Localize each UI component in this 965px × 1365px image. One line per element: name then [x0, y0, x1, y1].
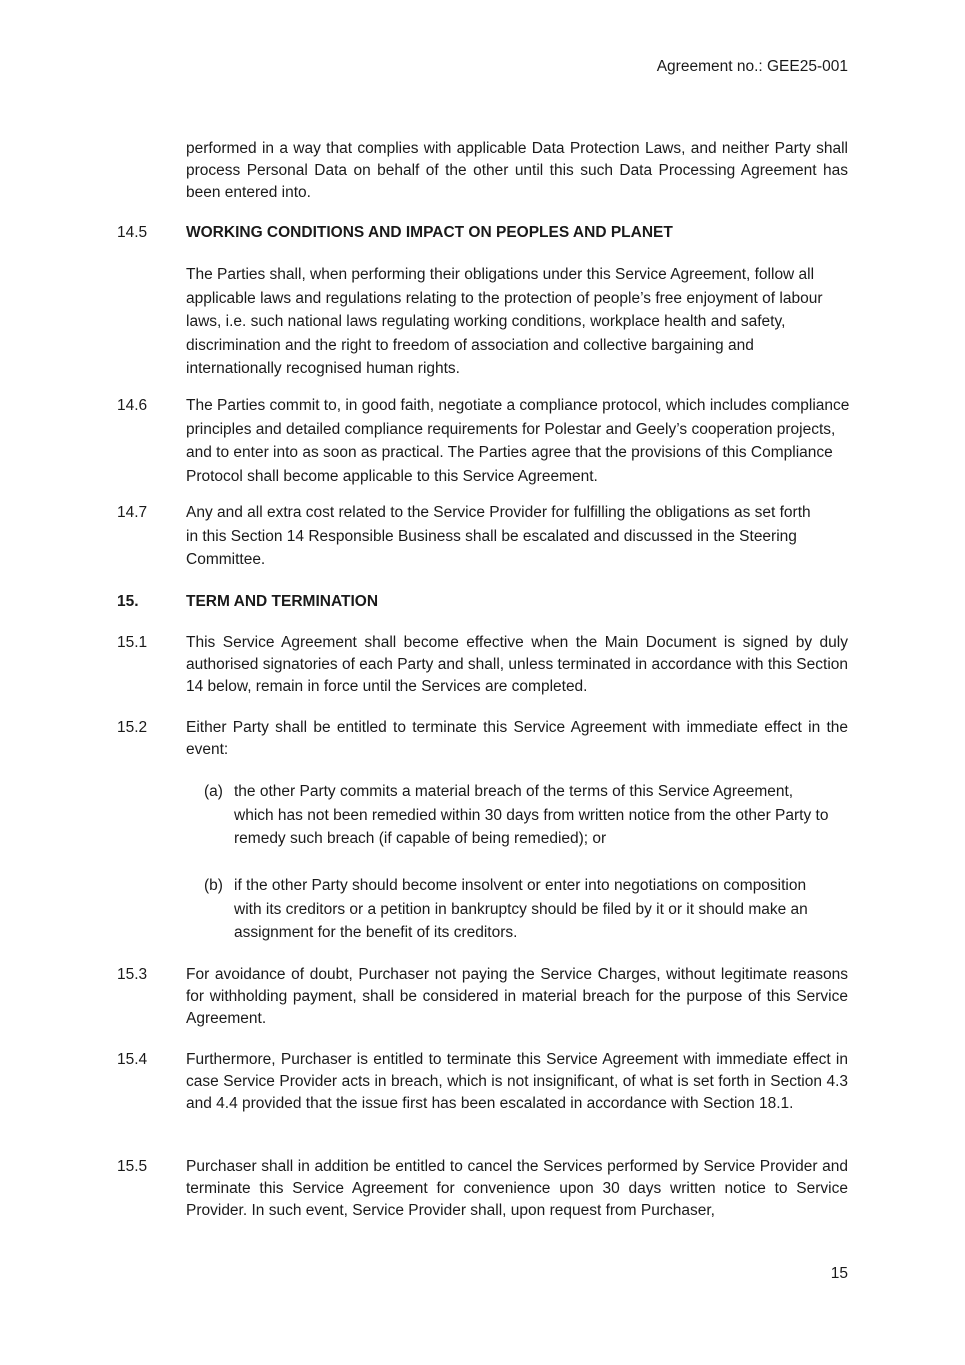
section-14-6-text: The Parties commit to, in good faith, negotiate a compliance protocol, which includes compliance principles and detailed compliance requirements for Polestar and Geely’s cooperation projects, and to enter into as soon as practical. The Parties agree that the provisions of this Compliance Protocol shall become applicable to this Service Agreement.: [186, 397, 850, 485]
section-15-5-text: Purchaser shall in addition be entitled to cancel the Services performed by Service Provider and terminate this Service Agreement for convenience upon 30 days written notice to Service Provider. In such event, Service Provider shall, upon request from Purchaser,: [186, 1158, 848, 1219]
section-15-4-number: 15.4: [117, 1051, 148, 1068]
section-14-6-number: 14.6: [117, 397, 148, 414]
section-15-2-item-a-text: the other Party commits a material breach of the terms of this Service Agreement, which has not been remedied within 30 days from written notice from the other Party to remedy such breach (if capable of being remedied); or: [234, 783, 829, 847]
section-15-heading: TERM AND TERMINATION: [186, 593, 379, 610]
section-15-1-number: 15.1: [117, 634, 148, 651]
agreement-number-header: Agreement no.: GEE25-001: [656, 58, 848, 75]
section-15-2-text: Either Party shall be entitled to terminate this Service Agreement with immediate effect in the event:: [186, 719, 848, 758]
section-14-5-number: 14.5: [117, 224, 148, 241]
page-number: 15: [830, 1265, 848, 1282]
section-15-1-text: This Service Agreement shall become effective when the Main Document is signed by duly authorised signatories of each Party and shall, unless terminated in accordance with this Section 14 below, remain in force until the Services are completed.: [186, 634, 848, 695]
section-14-7-number: 14.7: [117, 504, 148, 521]
section-15-2-item-b-label: (b): [204, 877, 223, 894]
section-15-3-text: For avoidance of doubt, Purchaser not paying the Service Charges, without legitimate reasons for withholding payment, shall be considered in material breach for the purpose of this Service Agreement.: [186, 966, 848, 1027]
section-14-5-text: The Parties shall, when performing their obligations under this Service Agreement, follow all applicable laws and regulations relating to the protection of people’s free enjoyment of labour laws, i.e. such national laws regulating working conditions, workplace health and safety, discrimination and the right to freedom of association and collective bargaining and internationally recognised human rights.: [186, 266, 823, 377]
section-15-4-text: Furthermore, Purchaser is entitled to terminate this Service Agreement with immediate effect in case Service Provider acts in breach, which is not insignificant, of what is set forth in Section 4.3 and 4.4 provided that the issue first has been escalated in accordance with Section 18.1.: [186, 1051, 848, 1112]
section-15-3-number: 15.3: [117, 966, 148, 983]
section-15-2-item-a-label: (a): [204, 783, 223, 800]
section-14-5-heading: WORKING CONDITIONS AND IMPACT ON PEOPLES AND PLANET: [186, 224, 673, 241]
section-15-2-number: 15.2: [117, 719, 148, 736]
section-15-5-number: 15.5: [117, 1158, 148, 1175]
section-14-7-text: Any and all extra cost related to the Service Provider for fulfilling the obligations as set forth in this Section 14 Responsible Business shall be escalated and discussed in the Steering Committee.: [186, 504, 811, 568]
intro-paragraph: performed in a way that complies with applicable Data Protection Laws, and neither Party shall process Personal Data on behalf of the other until this such Data Processing Agreement has been entered into.: [186, 140, 848, 201]
section-15-2-item-b-text: if the other Party should become insolvent or enter into negotiations on composition with its creditors or a petition in bankruptcy should be filed by it or it should make an assignment for the benefit of its creditors.: [234, 877, 808, 941]
section-15-number: 15.: [117, 593, 139, 610]
